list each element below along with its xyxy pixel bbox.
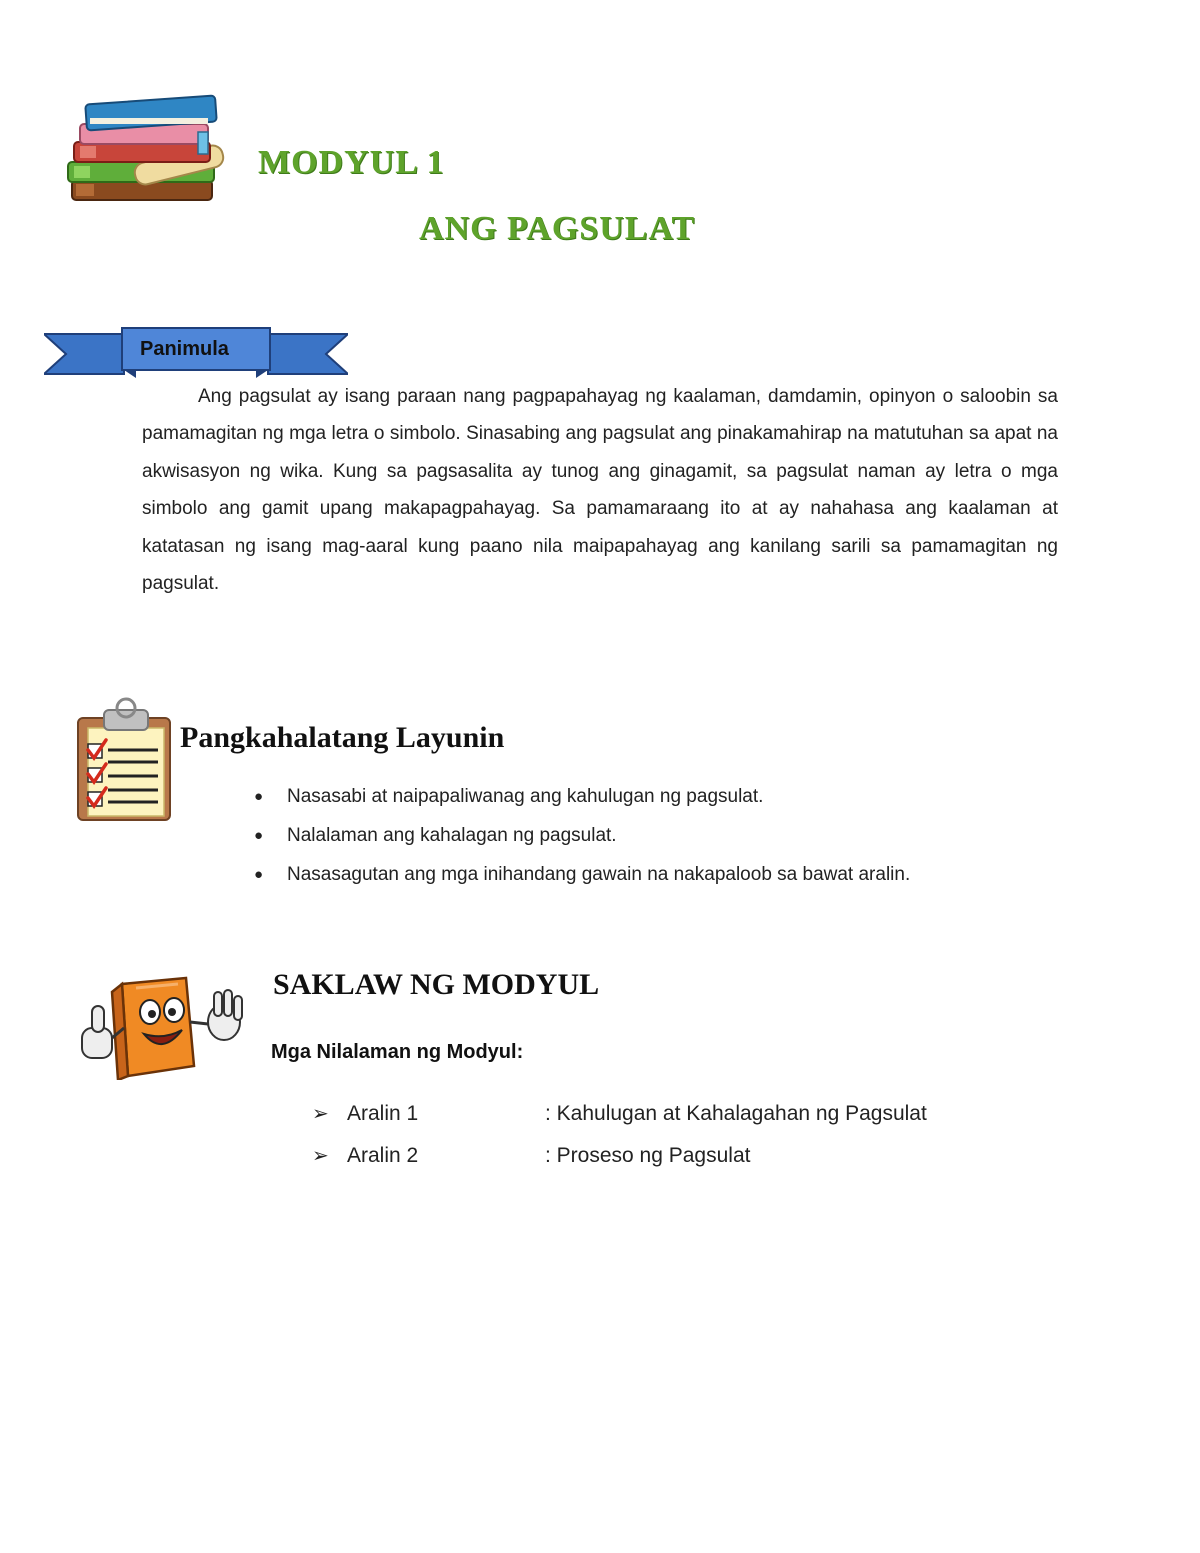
bullet-icon: ● — [254, 827, 264, 844]
aralin-label: Aralin 1 — [347, 1102, 419, 1125]
module-subtitle: ANG PAGSULAT — [419, 210, 696, 247]
objective-item — [254, 780, 910, 819]
aralin-item — [312, 1097, 927, 1139]
panimula-label: Panimula — [140, 338, 229, 360]
objective-text: Nasasagutan ang mga inihandang gawain na nakapaloob sa bawat aralin. — [287, 864, 911, 885]
module-title: MODYUL 1 — [258, 144, 445, 181]
arrow-bullet-icon: ➢ — [312, 1103, 329, 1125]
book-mascot-illustration — [78, 970, 248, 1080]
objective-text: Nalalaman ang kahalagan ng pagsulat. — [287, 825, 617, 846]
saklaw-heading: SAKLAW NG MODYUL — [273, 968, 600, 1001]
aralin-list — [312, 1097, 927, 1181]
aralin-label: Aralin 2 — [347, 1144, 419, 1167]
books-stack-illustration — [64, 92, 234, 208]
layunin-heading: Pangkahalatang Layunin — [180, 721, 505, 754]
aralin-item — [312, 1139, 927, 1181]
intro-paragraph-text: Ang pagsulat ay isang paraan nang pagpapahayag ng kaalaman, damdamin, opinyon o saloobin sa pamamagitan ng mga letra o simbolo. Sinasabing ang pagsulat ang pinakamahirap na matutuhan sa apat na akwisasyon ng wika. Kung sa pagsasalita ay tunog ang ginagamit, sa pagsulat naman ay letra o mga simbolo ang gamit upang makapagpahayag. Sa pamamaraang ito at ay nahahasa ang kaalaman at katatasan ng isang mag-aaral kung paano nila maipapahayag ang kanilang sarili sa pamamagitan ng pagsulat. — [142, 386, 1058, 595]
aralin-topic: : Kahulugan at Kahalagahan ng Pagsulat — [545, 1102, 927, 1125]
objective-item — [254, 858, 910, 897]
contents-subheading: Mga Nilalaman ng Modyul: — [271, 1041, 524, 1063]
arrow-bullet-icon: ➢ — [312, 1145, 329, 1167]
bullet-icon: ● — [254, 866, 264, 883]
intro-paragraph — [142, 378, 1058, 602]
aralin-topic: : Proseso ng Pagsulat — [545, 1144, 751, 1167]
objective-text: Nasasabi at naipapaliwanag ang kahulugan ng pagsulat. — [287, 786, 764, 807]
bullet-icon: ● — [254, 788, 264, 805]
checklist-clipboard-icon — [74, 694, 174, 822]
objectives-list — [254, 780, 910, 897]
objective-item — [254, 819, 910, 858]
